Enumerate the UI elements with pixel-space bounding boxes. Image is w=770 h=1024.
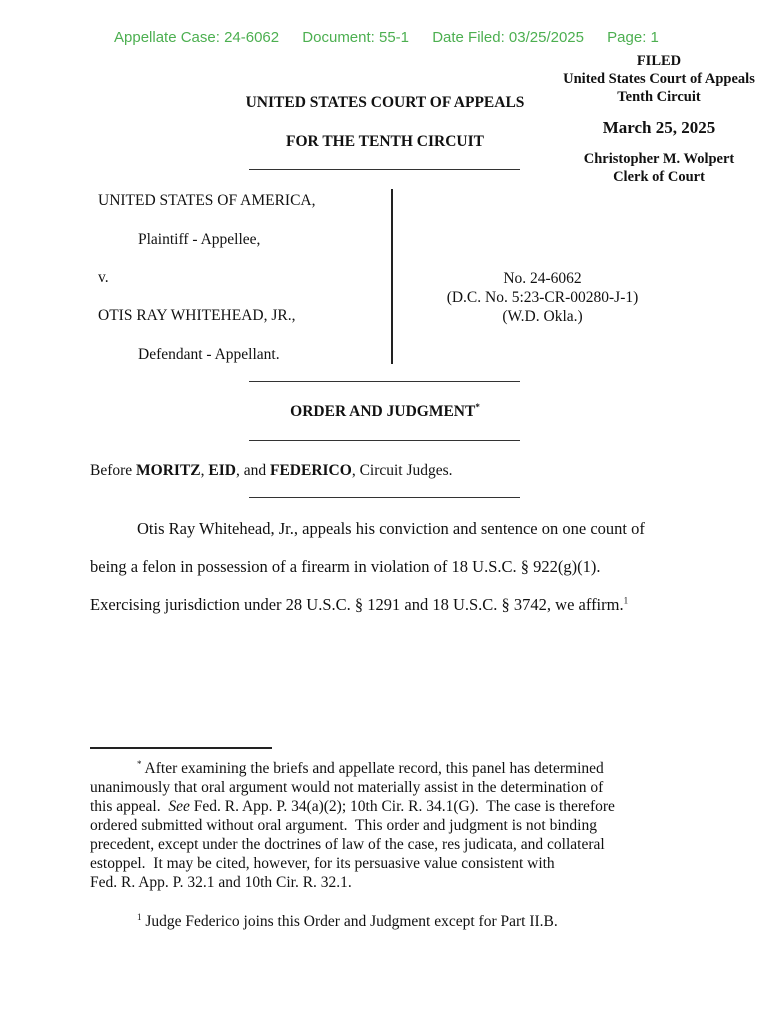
plaintiff: UNITED STATES OF AMERICA,: [98, 192, 316, 209]
fn-star-line7: Fed. R. App. P. 32.1 and 10th Cir. R. 32.1.: [90, 874, 352, 891]
footnote-marker: *: [475, 401, 480, 412]
fn-star-line3a: this appeal.: [90, 798, 169, 815]
document-header: [114, 29, 674, 46]
fn-star-line4: ordered submitted without oral argument. This order and judgment is not binding: [90, 817, 597, 834]
fn-star-line6: estoppel. It may be cited, however, for its persuasive value consistent with: [90, 855, 555, 872]
see-signal: See: [168, 798, 190, 815]
fn-star-line3b: Fed. R. App. P. 34(a)(2); 10th Cir. R. 34.1(G). The case is therefore: [189, 798, 615, 815]
header-date-filed: Date Filed: 03/25/2025: [432, 29, 584, 46]
plaintiff-role: Plaintiff - Appellee,: [138, 231, 261, 248]
header-page: Page: 1: [607, 29, 659, 46]
fn-star-line3: [90, 797, 690, 816]
header-case: Appellate Case: 24-6062: [114, 29, 280, 46]
fn-star-line2: unanimously that oral argument would not materially assist in the determination of: [90, 779, 604, 796]
divider: [249, 381, 520, 382]
footnote-1: [137, 913, 558, 931]
court-circuit: FOR THE TENTH CIRCUIT: [286, 133, 484, 150]
body-line-3-text: Exercising jurisdiction under 28 U.S.C. § 1291 and 18 U.S.C. § 3742, we affirm.: [90, 595, 624, 614]
court-name: UNITED STATES COURT OF APPEALS: [245, 94, 525, 111]
judge-name: EID: [208, 462, 236, 479]
versus: v.: [98, 269, 109, 286]
divider: [249, 497, 520, 498]
footnote-marker: *: [137, 758, 142, 769]
footnote-rule: [90, 747, 272, 749]
defendant-role: Defendant - Appellant.: [138, 346, 280, 363]
judge-name: FEDERICO: [269, 462, 352, 479]
header-document: Document: 55-1: [302, 29, 410, 46]
panel-prefix: Before: [90, 462, 137, 479]
panel-separator: ,: [200, 462, 209, 479]
case-numbers: [400, 269, 685, 326]
divider: [249, 169, 520, 170]
footnote-marker: 1: [137, 911, 142, 922]
defendant: OTIS RAY WHITEHEAD, JR.,: [98, 307, 296, 324]
panel-suffix: , Circuit Judges.: [351, 462, 453, 479]
filed-label: FILED: [636, 53, 682, 69]
footnote-star: [90, 759, 690, 892]
case-no: No. 24-6062: [503, 270, 582, 287]
body-line-3: [90, 595, 628, 615]
body-line-1: Otis Ray Whitehead, Jr., appeals his conviction and sentence on one count of: [137, 519, 645, 538]
fn-star-line5: precedent, except under the doctrines of law of the case, res judicata, and collateral: [90, 836, 605, 853]
panel-separator: , and: [235, 462, 270, 479]
panel-line: [90, 462, 453, 480]
district: (W.D. Okla.): [502, 308, 583, 325]
filed-stamp: [548, 52, 770, 186]
filed-court: United States Court of Appeals: [563, 71, 755, 87]
filed-date: March 25, 2025: [602, 118, 716, 137]
caption-divider: [391, 189, 393, 364]
order-title: [210, 403, 560, 421]
judge-name: MORITZ: [136, 462, 201, 479]
fn-star-line1: After examining the briefs and appellate record, this panel has determined: [144, 760, 604, 777]
clerk-name: Christopher M. Wolpert: [583, 151, 735, 167]
clerk-title: Clerk of Court: [613, 169, 705, 185]
filed-circuit: Tenth Circuit: [617, 89, 701, 105]
footnote-marker: 1: [623, 595, 629, 606]
order-title-text: ORDER AND JUDGMENT: [290, 403, 476, 420]
fn1-text: Judge Federico joins this Order and Judgment except for Part II.B.: [145, 913, 558, 930]
divider: [249, 440, 520, 441]
body-line-2: being a felon in possession of a firearm in violation of 18 U.S.C. § 922(g)(1).: [90, 557, 601, 576]
dc-no: (D.C. No. 5:23-CR-00280-J-1): [446, 289, 639, 306]
